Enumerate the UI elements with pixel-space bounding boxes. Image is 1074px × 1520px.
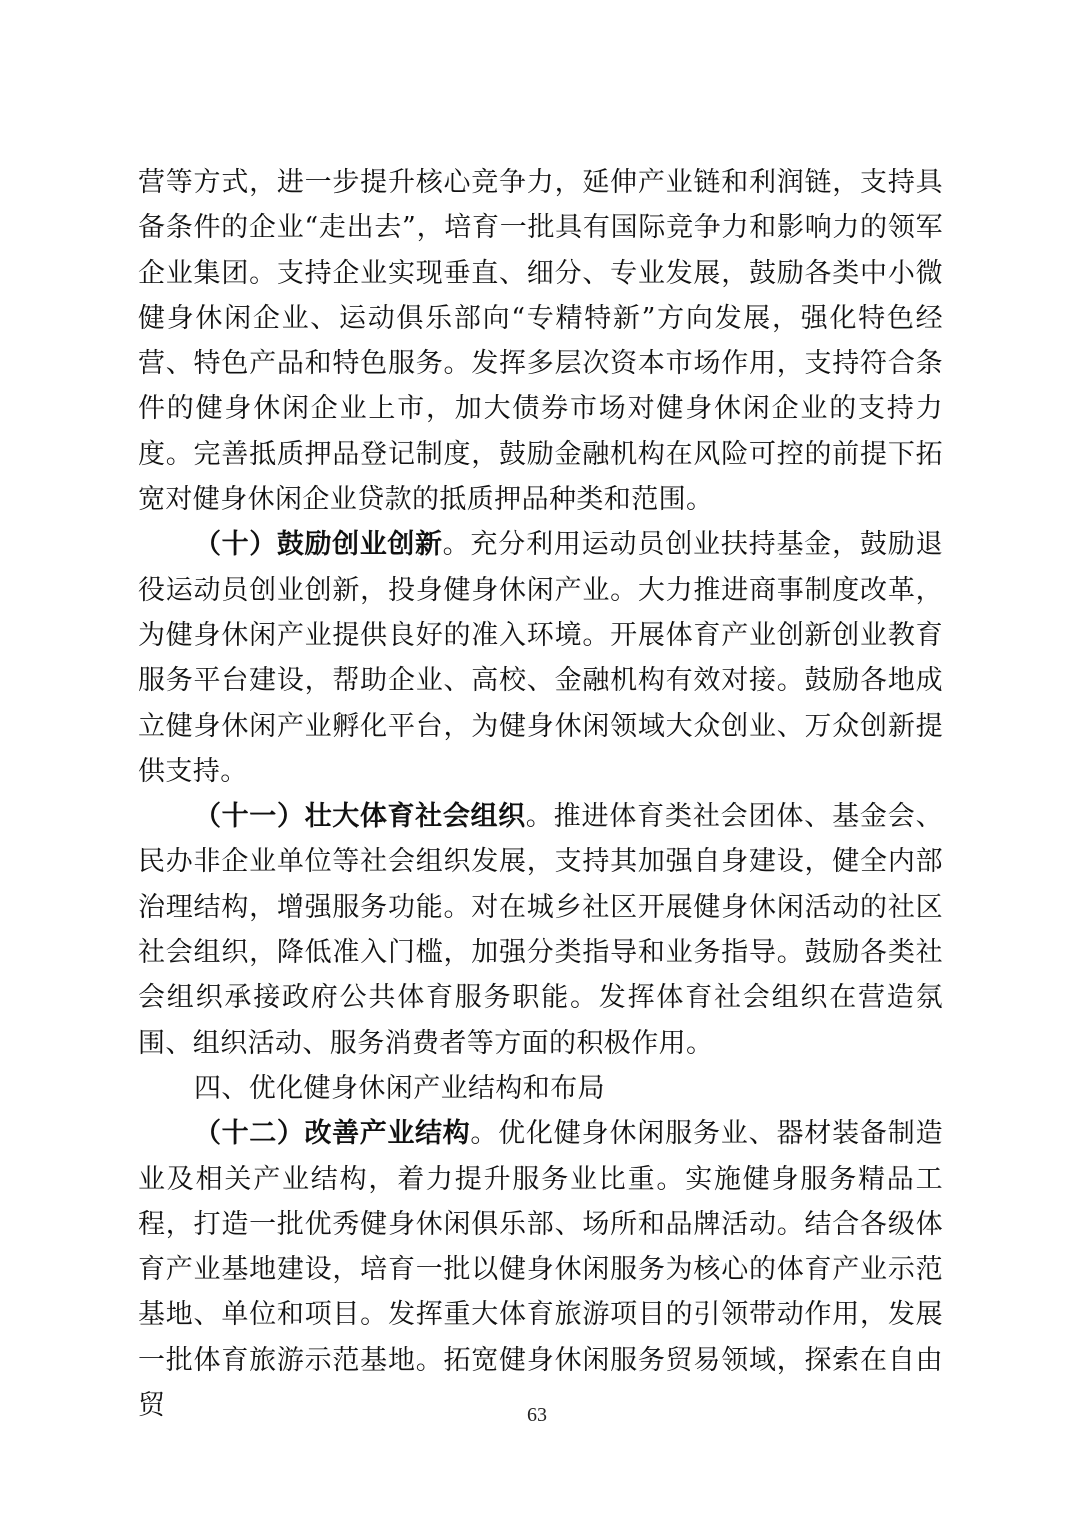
section-heading [138, 1066, 943, 1111]
paragraph-industry-structure [138, 1111, 943, 1428]
paragraph-continuation [138, 160, 943, 522]
paragraph-encourage-entrepreneurship [138, 522, 943, 794]
paragraph-lead: （十）鼓励创业创新 [194, 529, 443, 561]
paragraph-lead: （十一）壮大体育社会组织 [194, 801, 526, 833]
page-number: 63 [527, 1404, 547, 1426]
body-text [138, 160, 943, 1428]
section-heading-text: 四、优化健身休闲产业结构和布局 [194, 1072, 605, 1104]
paragraph-body: 。充分利用运动员创业扶持基金，鼓励退役运动员创业创新，投身健身休闲产业。大力推进商事制度改革，为健身休闲产业提供良好的准入环境。开展体育产业创新创业教育服务平台建设，帮助企业、高校、金融机构有效对接。鼓励各地成立健身休闲产业孵化平台，为健身休闲领域大众创业、万众创新提供支持。 [138, 529, 943, 787]
paragraph-body: 营等方式，进一步提升核心竞争力，延伸产业链和利润链，支持具备条件的企业“走出去”，培育一批具有国际竞争力和影响力的领军企业集团。支持企业实现垂直、细分、专业发展，鼓励各类中小微健身休闲企业、运动俱乐部向“专精特新”方向发展，强化特色经营、特色产品和特色服务。发挥多层次资本市场作用，支持符合条件的健身休闲企业上市，加大债券市场对健身休闲企业的支持力度。完善抵质押品登记制度，鼓励金融机构在风险可控的前提下拓宽对健身休闲企业贷款的抵质押品种类和范围。 [138, 167, 943, 516]
paragraph-lead: （十二）改善产业结构 [194, 1118, 471, 1150]
paragraph-body: 。优化健身休闲服务业、器材装备制造业及相关产业结构，着力提升服务业比重。实施健身服务精品工程，打造一批优秀健身休闲俱乐部、场所和品牌活动。结合各级体育产业基地建设，培育一批以健身休闲服务为核心的体育产业示范基地、单位和项目。发挥重大体育旅游项目的引领带动作用，发展一批体育旅游示范基地。拓宽健身休闲服务贸易领域，探索在自由贸 [138, 1118, 943, 1422]
paragraph-body: 。推进体育类社会团体、基金会、民办非企业单位等社会组织发展，支持其加强自身建设，健全内部治理结构，增强服务功能。对在城乡社区开展健身休闲活动的社区社会组织，降低准入门槛，加强分类指导和业务指导。鼓励各类社会组织承接政府公共体育服务职能。发挥体育社会组织在营造氛围、组织活动、服务消费者等方面的积极作用。 [138, 801, 944, 1059]
paragraph-social-organizations [138, 794, 943, 1066]
